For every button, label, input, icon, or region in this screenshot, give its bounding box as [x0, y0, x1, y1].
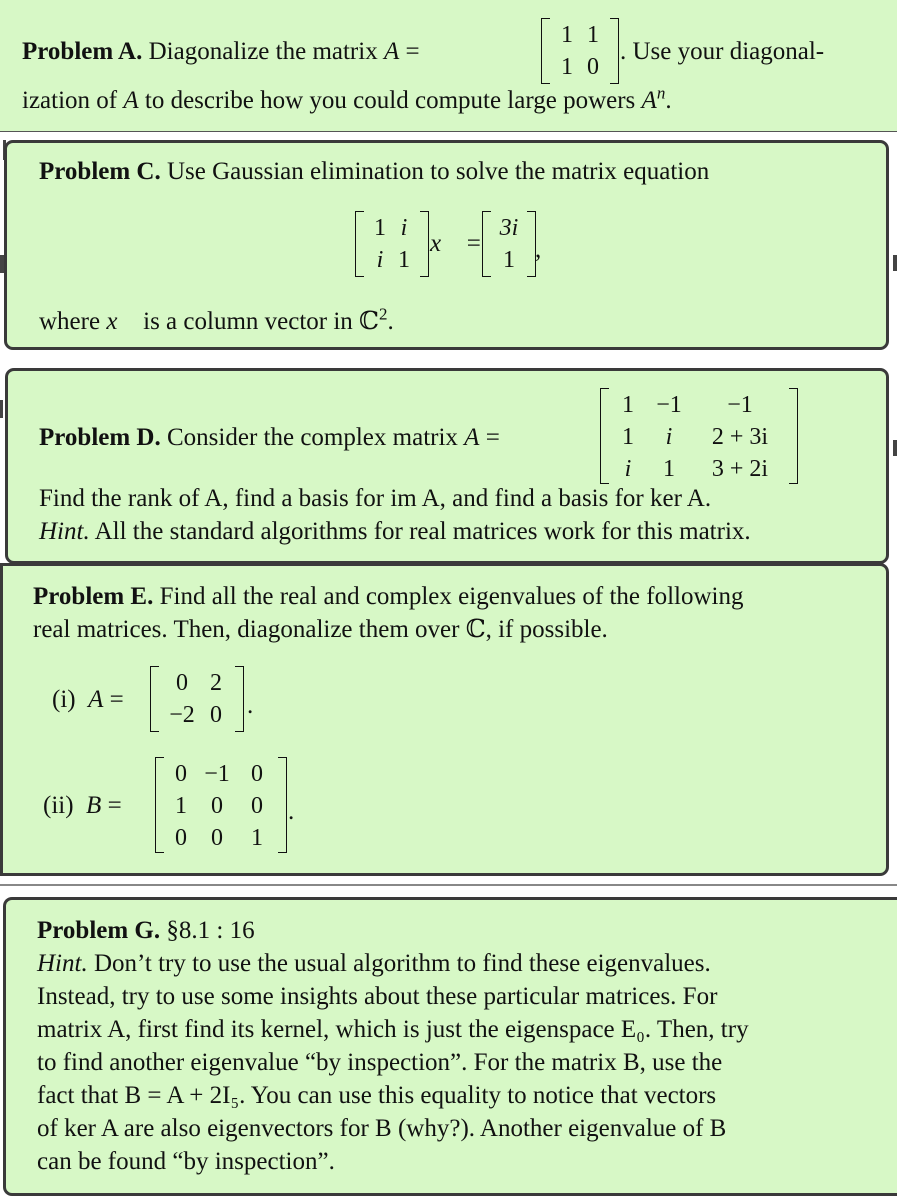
problem-d-line1	[39, 421, 500, 454]
matrix-cell: 0	[251, 793, 263, 819]
matrix-cell: −1	[204, 761, 230, 787]
problem-a-period: .	[665, 87, 672, 114]
problem-d-line2	[39, 482, 711, 515]
problem-e-item2-eq: =	[107, 792, 122, 819]
problem-a-text3: ization of	[22, 87, 118, 114]
matrix-cell: 1	[251, 825, 263, 851]
matrix-cell: i	[376, 247, 384, 273]
edge-fragment	[0, 400, 3, 418]
problem-d-hint-text: All the standard algorithms for real matrices work for this matrix.	[94, 518, 751, 545]
problem-a-line1	[22, 35, 420, 68]
problem-e-line1	[33, 580, 744, 613]
matrix-cell: 0	[251, 761, 263, 787]
problem-e-item2-var: B	[86, 792, 102, 819]
problem-g-text-line: of ker A are also eigenvectors for B (why?). Another eigenvalue of B	[37, 1115, 727, 1142]
problem-c-period: .	[387, 308, 394, 335]
problem-e-item2-end	[288, 795, 294, 828]
matrix-cell: 0	[587, 54, 599, 80]
problem-a-var2: A	[123, 87, 139, 114]
problem-e-item1-matrix	[150, 666, 244, 732]
matrix-cell: i	[400, 215, 408, 241]
problem-d-text1: Consider the complex matrix	[167, 424, 458, 451]
matrix-cell: 3 + 2i	[711, 456, 769, 482]
matrix-cell: 0	[175, 825, 187, 851]
matrix-cell: 2 + 3i	[711, 424, 769, 450]
problem-c-text1: Use Gaussian elimination to solve the matrix equation	[167, 158, 710, 185]
problem-c-x-vector-2: x⃗	[106, 308, 137, 335]
section-divider	[0, 884, 897, 886]
problem-a-var: A	[383, 38, 400, 65]
problem-c-line1	[39, 155, 709, 188]
problem-g-text-line: Don’t try to use the usual algorithm to find these eigenvalues.	[93, 950, 711, 977]
problem-a-power-exp: n	[656, 83, 666, 103]
problem-g-text-line: can be found “by inspection”.	[37, 1148, 335, 1175]
matrix-cell: 2	[210, 670, 222, 696]
problem-c-title: Problem C.	[39, 158, 161, 185]
problem-c-where: where	[39, 308, 101, 335]
problem-g-line	[37, 1112, 726, 1145]
problem-e-item2	[43, 789, 122, 822]
problem-e-item1-label: (i)	[52, 686, 76, 713]
problem-e-text2: real matrices. Then, diagonalize them over ℂ, if possible.	[33, 616, 608, 643]
problem-e-item1-end	[247, 689, 253, 722]
problem-a-power-base: A	[641, 87, 657, 114]
problem-a-matrix	[541, 18, 619, 84]
problem-a-eq: =	[405, 38, 420, 65]
problem-e-text1: Find all the real and complex eigenvalues of the following	[159, 583, 744, 610]
problem-c-matrix	[355, 211, 429, 277]
problem-d-var: A	[464, 424, 480, 451]
problem-c-comma	[535, 233, 541, 266]
matrix-cell: 1	[503, 247, 515, 273]
problem-g-hint-label: Hint.	[37, 950, 88, 977]
problem-d-text2: Find the rank of A, find a basis for im A, and find a basis for ker A.	[39, 485, 712, 512]
matrix-cell: 1	[175, 793, 187, 819]
matrix-cell: i	[624, 456, 632, 482]
problem-a-text1: Diagonalize the matrix	[148, 38, 378, 65]
matrix-cell: 1	[587, 22, 599, 48]
problem-g-text-line: to find another eigenvalue “by inspection”. For the matrix B, use the	[37, 1049, 723, 1076]
problem-g-line	[37, 1013, 749, 1046]
problem-c-where2: is a column vector in	[143, 308, 353, 335]
problem-a-text4: to describe how you could compute large powers	[144, 87, 636, 114]
problem-g-ref: §8.1 : 16	[166, 917, 255, 944]
problem-c-eq: =	[466, 230, 481, 257]
problem-e-item2-label: (ii)	[43, 792, 74, 819]
problem-d-line3	[39, 515, 751, 548]
problem-g-line	[37, 1046, 722, 1079]
matrix-cell: 1	[561, 54, 573, 80]
matrix-cell: −1	[656, 392, 682, 418]
problem-e-item1-eq: =	[109, 686, 124, 713]
edge-fragment	[893, 255, 897, 271]
problem-c-comma-text: ,	[535, 236, 542, 263]
matrix-cell: 0	[211, 825, 223, 851]
problem-e-item2-matrix	[155, 757, 287, 853]
problem-c-line3	[39, 305, 394, 338]
matrix-cell: 1	[561, 22, 573, 48]
problem-d-matrix	[600, 388, 798, 484]
problem-g-text-line: Instead, try to use some insights about these particular matrices. For	[37, 983, 718, 1010]
problem-g-title: Problem G.	[37, 917, 161, 944]
problem-e-item2-period: .	[288, 798, 295, 825]
problem-g-text-line: fact that B = A + 2I₅. You can use this equality to notice that vectors	[37, 1082, 717, 1109]
matrix-cell: 1	[622, 392, 634, 418]
problem-a-text2: . Use your diagonal-	[620, 38, 825, 65]
problem-g-line	[37, 1145, 335, 1178]
problem-e-item1	[52, 683, 124, 716]
matrix-cell: i	[665, 424, 673, 450]
matrix-cell: 1	[622, 424, 634, 450]
problem-g-text-line: matrix A, first find its kernel, which is just the eigenspace E₀. Then, try	[37, 1016, 749, 1043]
problem-g-line	[37, 1079, 716, 1112]
problem-e-title: Problem E.	[33, 583, 154, 610]
matrix-cell: 3i	[499, 215, 519, 241]
matrix-cell: 0	[175, 761, 187, 787]
problem-d-title: Problem D.	[39, 424, 161, 451]
problem-c-rhs	[482, 211, 536, 277]
problem-a-line1-end	[620, 35, 824, 68]
edge-fragment	[893, 440, 897, 456]
problem-g-line	[37, 980, 717, 1013]
matrix-cell: 0	[210, 702, 222, 728]
problem-c-x-vector: x⃗	[430, 230, 461, 257]
problem-e-item1-var: A	[88, 686, 104, 713]
matrix-cell: 0	[211, 793, 223, 819]
matrix-cell: −1	[727, 392, 753, 418]
problem-a-line2	[22, 84, 672, 117]
matrix-cell: 1	[398, 247, 410, 273]
matrix-cell: −2	[169, 702, 195, 728]
matrix-cell: 1	[663, 456, 675, 482]
matrix-cell: 1	[374, 215, 386, 241]
problem-c-xvec	[430, 227, 481, 260]
problem-d-eq: =	[485, 424, 500, 451]
problem-c-space: ℂ	[359, 308, 379, 335]
problem-a-title: Problem A.	[22, 38, 143, 65]
problem-g-line1	[37, 914, 255, 947]
problem-d-hint-label: Hint.	[39, 518, 90, 545]
problem-e-line2	[33, 613, 608, 646]
problem-g-hint-line	[37, 947, 711, 980]
problem-e-item1-period: .	[247, 692, 254, 719]
matrix-cell: 0	[176, 670, 188, 696]
problem-c-space-exp: 2	[378, 304, 388, 324]
